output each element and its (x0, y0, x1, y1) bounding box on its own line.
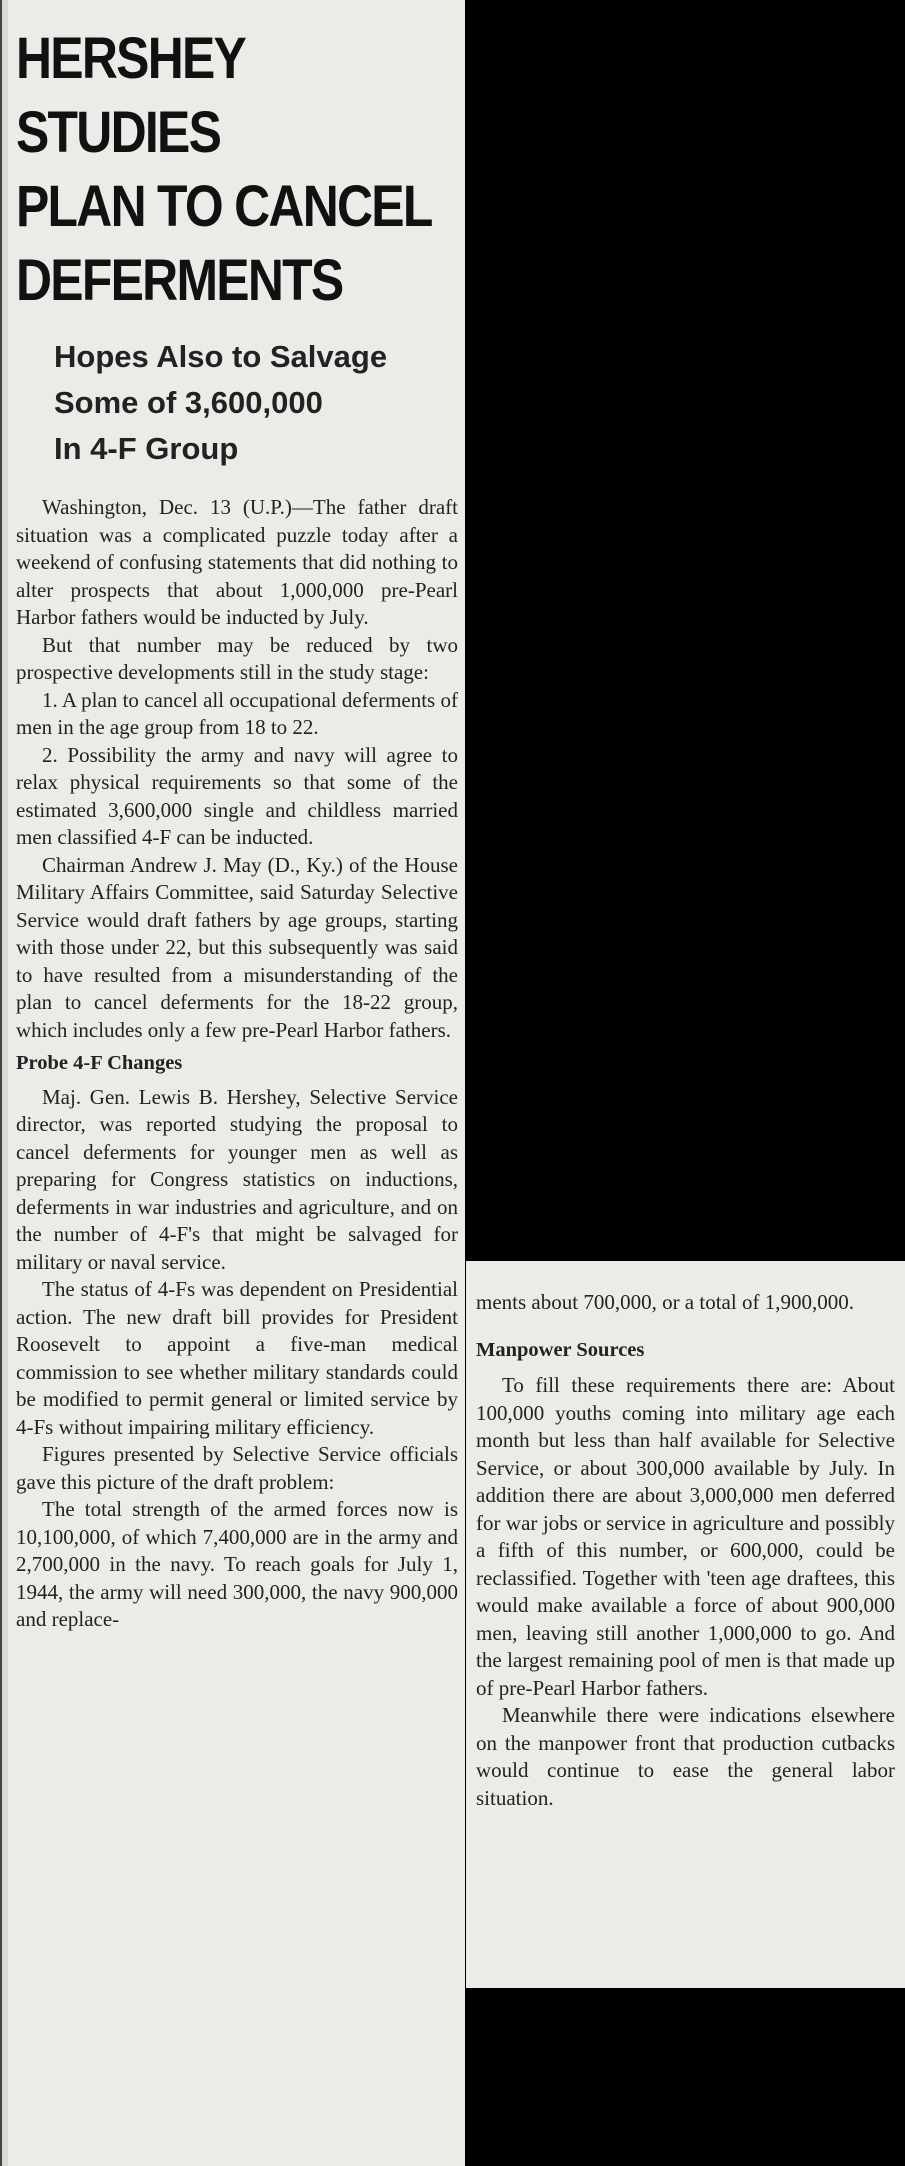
paragraph: The total strength of the armed forces now is 10,100,000, of which 7,400,000 are in the army and 2,700,000 in the navy. To reach goals for July 1, 1944, the army will need 300,000, the navy 900,000 and replace- (16, 1497, 458, 1631)
paragraph: Washington, Dec. 13 (U.P.)—The father draft situation was a complicated puzzle today after a weekend of confusing statements that did nothing to alter prospects that about 1,000,000 pre-Pearl Harbor fathers would be inducted by July. (16, 495, 458, 629)
headline (16, 22, 455, 318)
paragraph: To fill these requirements there are: About 100,000 youths coming into military age each month but less than half available for Selective Service, or about 300,000 available by July. In addition there are about 3,000,000 men deferred for war jobs or service in agriculture and possibly a fifth of this number, or 600,000, could be reclassified. Together with 'teen age draftees, this would make available a force of about 900,000 men, leaving still another 1,000,000 to go. And the largest remaining pool of men is that made up of pre-Pearl Harbor fathers. (476, 1373, 895, 1700)
paragraph: But that number may be reduced by two prospective developments still in the study stage: (16, 632, 458, 684)
subheadline-line: Some of 3,600,000 (54, 385, 323, 420)
subheadline (54, 334, 458, 472)
paragraph: ments about 700,000, or a total of 1,900,000. (476, 1290, 854, 1314)
article-body (16, 494, 458, 1634)
headline-line: DEFERMENTS (16, 248, 343, 313)
page-gutter (2, 0, 8, 2166)
headline-line: HERSHEY STUDIES (16, 26, 245, 165)
paragraph: The status of 4-Fs was dependent on Presidential action. The new draft bill provides for President Roosevelt to appoint a five-man medical commission to see whether military standards could be modified to permit general or limited service by 4-Fs without impairing military efficiency. (16, 1277, 458, 1439)
article-column-2 (466, 1261, 905, 1988)
section-subhead: Probe 4-F Changes (16, 1052, 183, 1074)
article-body-continued (476, 1289, 895, 1812)
paragraph: 1. A plan to cancel all occupational deferments of men in the age group from 18 to 22. (16, 687, 458, 739)
paragraph: Figures presented by Selective Service officials gave this picture of the draft problem: (16, 1442, 458, 1494)
paragraph: 2. Possibility the army and navy will agree to relax physical requirements so that some of the estimated 3,600,000 single and childless married men classified 4-F can be inducted. (16, 742, 458, 849)
paragraph: Meanwhile there were indications elsewhere on the manpower front that production cutbacks would continue to ease the general labor situation. (476, 1703, 895, 1810)
subheadline-line: Hopes Also to Salvage (54, 339, 388, 374)
paragraph: Chairman Andrew J. May (D., Ky.) of the House Military Affairs Committee, said Saturday Selective Service would draft fathers by age groups, starting with those under 22, but this subsequently was said to have resulted from a misunderstanding of the plan to cancel deferments for the 18-22 group, which includes only a few pre-Pearl Harbor fathers. (16, 852, 458, 1042)
headline-line: PLAN TO CANCEL (16, 174, 432, 239)
paragraph: Maj. Gen. Lewis B. Hershey, Selective Service director, was reported studying the proposal to cancel deferments for younger men as well as preparing for Congress statistics on inductions, deferments in war industries and agriculture, and on the number of 4-F's that might be salvaged for military or naval service. (16, 1084, 458, 1274)
section-subhead: Manpower Sources (476, 1338, 645, 1361)
subheadline-line: In 4-F Group (54, 431, 239, 466)
